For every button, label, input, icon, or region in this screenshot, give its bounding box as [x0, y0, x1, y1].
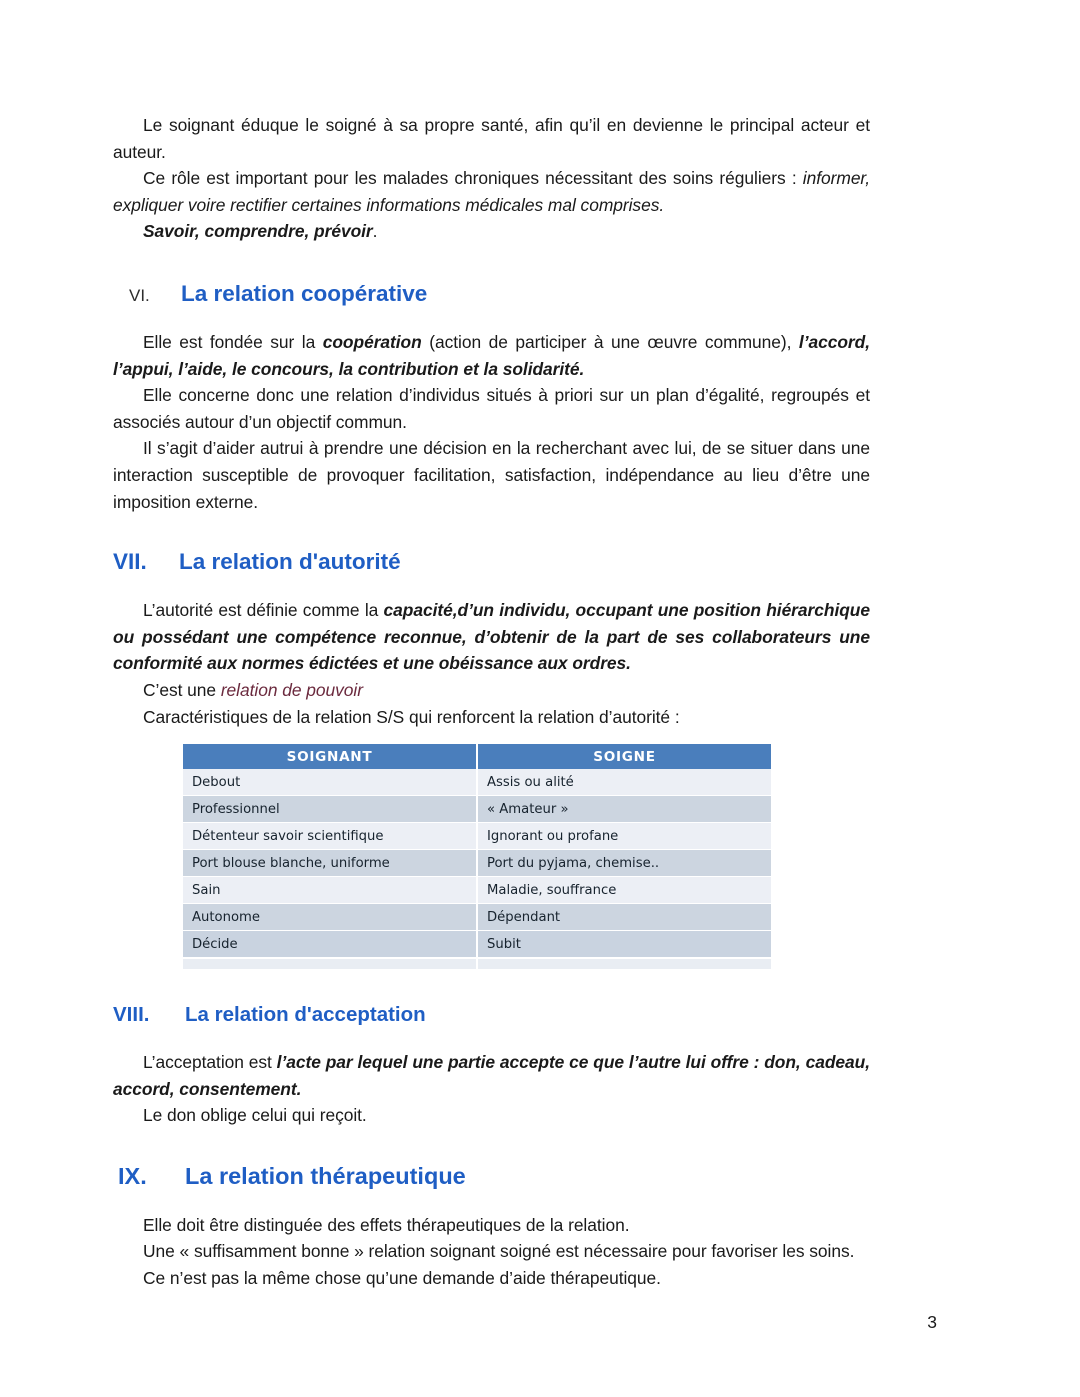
table-bottom-left [183, 959, 478, 969]
table-cell-soigne: Maladie, souffrance [477, 877, 771, 904]
heading-ix-title: La relation thérapeutique [185, 1162, 466, 1189]
vii-p1-definition: capacité,d’un individu, occupant une position hiérarchique ou possédant une compétence reconnue, d’obtenir de la part de ses collaborateurs une conformité aux normes édictées et une obéissance aux ordres. [113, 600, 870, 674]
ix-paragraph-3 [113, 1265, 870, 1292]
table-header-soignant: SOIGNANT [183, 744, 477, 769]
heading-vi-title: La relation coopérative [181, 280, 428, 306]
spacer [113, 1027, 870, 1049]
intro-paragraph-3 [113, 218, 870, 245]
table-cell-soigne: « Amateur » [477, 796, 771, 823]
table-cell-soigne: Ignorant ou profane [477, 823, 771, 850]
intro-keywords-period: . [372, 221, 378, 242]
intro-paragraph-2 [113, 165, 870, 218]
vi-p2-text: Elle concerne donc une relation d’individus situés à priori sur un plan d’égalité, regroupés et associés autour d’un objectif commun. [113, 385, 870, 432]
intro-paragraph-2-italic: informer, expliquer voire rectifier certaines informations médicales mal comprises. [113, 168, 870, 215]
table-cell-soignant: Port blouse blanche, uniforme [183, 850, 477, 877]
table-cell-soigne: Dépendant [477, 904, 771, 931]
ix-p2-text: Une « suffisamment bonne » relation soignant soigné est nécessaire pour favoriser les soins. [143, 1241, 855, 1262]
heading-section-vi [113, 281, 870, 307]
vii-p3-text: Caractéristiques de la relation S/S qui renforcent la relation d’autorité : [143, 706, 680, 727]
viii-paragraph-2 [113, 1102, 870, 1129]
vii-p1-lead: L’autorité est définie comme la [143, 600, 384, 621]
vii-paragraph-2 [113, 677, 870, 704]
heading-ix-number: IX. [118, 1162, 147, 1189]
vi-p1-bold-cooperation: coopération [322, 331, 422, 352]
table-header-soigne: SOIGNE [477, 744, 771, 769]
vi-p3-text: Il s’agit d’aider autrui à prendre une décision en la recherchant avec lui, de se situer dans une interaction susceptible de provoquer facilitation, satisfaction, indépendance au lieu d’être une imposition externe. [113, 438, 870, 512]
spacer [113, 1190, 870, 1212]
table-cell-soignant: Autonome [183, 904, 477, 931]
table-cell-soigne: Assis ou alité [477, 769, 771, 796]
table-cell-soignant: Détenteur savoir scientifique [183, 823, 477, 850]
heading-section-vii [113, 549, 870, 575]
heading-vii-number: VII. [113, 549, 147, 575]
page-content [113, 112, 870, 1292]
table-row [183, 904, 771, 931]
table-body [183, 769, 771, 958]
intro-paragraph-2-lead: Ce rôle est important pour les malades chroniques nécessitant des soins réguliers : [143, 168, 803, 189]
table-cell-soignant: Debout [183, 769, 477, 796]
table-cell-soigne: Subit [477, 931, 771, 958]
viii-p2-text: Le don oblige celui qui reçoit. [143, 1105, 367, 1126]
heading-viii-number: VIII. [113, 1003, 150, 1027]
soignant-soigne-table-wrapper [183, 744, 771, 969]
viii-paragraph-1 [113, 1049, 870, 1102]
spacer [113, 575, 870, 597]
soignant-soigne-table [183, 744, 771, 958]
heading-vi-number: VI. [129, 285, 150, 305]
intro-paragraph-1-text: Le soignant éduque le soigné à sa propre santé, afin qu’il en devienne le principal acteur et auteur. [113, 115, 870, 162]
table-row [183, 850, 771, 877]
vi-p1-lead: Elle est fondée sur la [143, 331, 323, 352]
page-number: 3 [927, 1312, 937, 1332]
ix-paragraph-1 [113, 1212, 870, 1239]
vii-paragraph-1 [113, 597, 870, 677]
heading-section-viii [113, 1003, 870, 1027]
spacer [113, 307, 870, 329]
heading-vii-title: La relation d'autorité [179, 549, 401, 575]
vii-p2-lead: C’est une [143, 679, 221, 700]
table-cell-soignant: Décide [183, 931, 477, 958]
viii-p1-definition: l’acte par lequel une partie accepte ce que l’autre lui offre : don, cadeau, accord, consentement. [113, 1052, 870, 1099]
table-cell-soignant: Professionnel [183, 796, 477, 823]
intro-keywords: Savoir, comprendre, prévoir [143, 221, 373, 242]
vi-paragraph-3 [113, 435, 870, 515]
viii-p1-lead: L’acceptation est [143, 1052, 277, 1073]
ix-p3-text: Ce n’est pas la même chose qu’une demande d’aide thérapeutique. [143, 1268, 661, 1289]
table-bottom-right [478, 959, 771, 969]
table-row [183, 769, 771, 796]
vi-p1-mid: (action de participer à une œuvre commune), [421, 331, 799, 352]
vii-paragraph-3 [113, 704, 870, 731]
table-row [183, 796, 771, 823]
vi-paragraph-1 [113, 329, 870, 382]
vi-paragraph-2 [113, 382, 870, 435]
table-bottom-edge [183, 958, 771, 969]
table-header-row [183, 744, 771, 769]
table-row [183, 823, 771, 850]
vii-p2-highlight: relation de pouvoir [220, 679, 363, 700]
table-row [183, 877, 771, 904]
table-row [183, 931, 771, 958]
vi-p1-bold-list: l’accord, l’appui, l’aide, le concours, la contribution et la solidarité. [113, 331, 870, 379]
table-cell-soignant: Sain [183, 877, 477, 904]
ix-paragraph-2 [113, 1238, 870, 1265]
table-cell-soigne: Port du pyjama, chemise.. [477, 850, 771, 877]
heading-viii-title: La relation d'acceptation [185, 1003, 426, 1027]
heading-section-ix [113, 1163, 870, 1190]
ix-p1-text: Elle doit être distinguée des effets thérapeutiques de la relation. [143, 1214, 630, 1235]
intro-paragraph-1 [113, 112, 870, 165]
